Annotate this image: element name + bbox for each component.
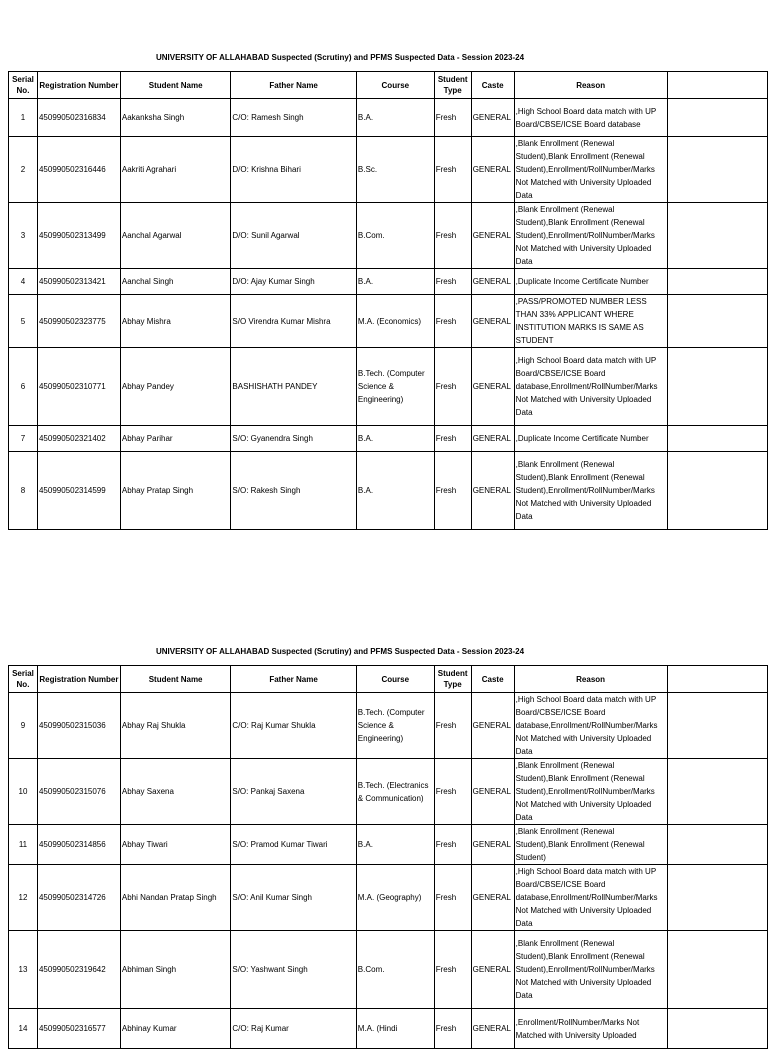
table-header-row bbox=[9, 666, 768, 693]
caste-cell: GENERAL bbox=[471, 99, 514, 137]
suspected-data-table bbox=[8, 71, 768, 530]
serial-cell: 13 bbox=[9, 931, 38, 1009]
blank-cell bbox=[667, 99, 767, 137]
blank-cell bbox=[667, 693, 767, 759]
course-cell: M.A. (Economics) bbox=[356, 295, 434, 348]
caste-cell: GENERAL bbox=[471, 348, 514, 426]
course-cell: M.A. (Geography) bbox=[356, 865, 434, 931]
blank-cell bbox=[667, 203, 767, 269]
registration-cell: 450990502314726 bbox=[37, 865, 120, 931]
serial-cell: 4 bbox=[9, 269, 38, 295]
reason-cell: ,Blank Enrollment (Renewal Student),Blank Enrollment (Renewal Student) bbox=[514, 825, 667, 865]
student-name-cell: Aakanksha Singh bbox=[120, 99, 231, 137]
reason-cell: ,Blank Enrollment (Renewal Student),Blank Enrollment (Renewal Student),Enrollment/RollNumber/Marks Not Matched with University Uploaded Data bbox=[514, 452, 667, 530]
serial-cell: 6 bbox=[9, 348, 38, 426]
registration-cell: 450990502316577 bbox=[37, 1009, 120, 1049]
registration-cell: 450990502319642 bbox=[37, 931, 120, 1009]
student-type-cell: Fresh bbox=[434, 759, 471, 825]
caste-cell: GENERAL bbox=[471, 269, 514, 295]
reason-cell: ,High School Board data match with UP Board/CBSE/ICSE Board database,Enrollment/RollNumber/Marks Not Matched with University Uploaded Data bbox=[514, 865, 667, 931]
serial-cell: 5 bbox=[9, 295, 38, 348]
blank-cell bbox=[667, 426, 767, 452]
student-name-cell: Aakriti Agrahari bbox=[120, 137, 231, 203]
table-row bbox=[9, 931, 768, 1009]
student-type-cell: Fresh bbox=[434, 137, 471, 203]
student-type-cell: Fresh bbox=[434, 269, 471, 295]
course-cell: B.Com. bbox=[356, 931, 434, 1009]
reason-cell: ,Duplicate Income Certificate Number bbox=[514, 269, 667, 295]
father-name-cell: C/O: Raj Kumar bbox=[231, 1009, 356, 1049]
table-row bbox=[9, 348, 768, 426]
reason-cell: ,Blank Enrollment (Renewal Student),Blank Enrollment (Renewal Student),Enrollment/RollNumber/Marks Not Matched with University Uploaded Data bbox=[514, 931, 667, 1009]
serial-cell: 14 bbox=[9, 1009, 38, 1049]
student-type-cell: Fresh bbox=[434, 203, 471, 269]
header-student-type: Student Type bbox=[434, 666, 471, 693]
student-name-cell: Abhi Nandan Pratap Singh bbox=[120, 865, 231, 931]
table-row bbox=[9, 295, 768, 348]
father-name-cell: S/O: Pramod Kumar Tiwari bbox=[231, 825, 356, 865]
caste-cell: GENERAL bbox=[471, 931, 514, 1009]
caste-cell: GENERAL bbox=[471, 137, 514, 203]
table-row bbox=[9, 1009, 768, 1049]
father-name-cell: S/O: Gyanendra Singh bbox=[231, 426, 357, 452]
serial-cell: 10 bbox=[9, 759, 38, 825]
table-row bbox=[9, 99, 768, 137]
reason-cell: ,Duplicate Income Certificate Number bbox=[514, 426, 667, 452]
course-cell: B.Tech. (Computer Science & Engineering) bbox=[356, 693, 434, 759]
blank-cell bbox=[667, 825, 767, 865]
reason-cell: ,Blank Enrollment (Renewal Student),Blank Enrollment (Renewal Student),Enrollment/RollNumber/Marks Not Matched with University Uploaded Data bbox=[514, 203, 667, 269]
registration-cell: 450990502316446 bbox=[37, 137, 120, 203]
father-name-cell: D/O: Krishna Bihari bbox=[231, 137, 357, 203]
student-name-cell: Abhay Pratap Singh bbox=[120, 452, 231, 530]
father-name-cell: S/O: Yashwant Singh bbox=[231, 931, 356, 1009]
table-row bbox=[9, 865, 768, 931]
blank-cell bbox=[667, 295, 767, 348]
serial-cell: 8 bbox=[9, 452, 38, 530]
caste-cell: GENERAL bbox=[471, 865, 514, 931]
course-cell: B.A. bbox=[356, 825, 434, 865]
registration-cell: 450990502315036 bbox=[37, 693, 120, 759]
course-cell: B.Tech. (Electranics & Communication) bbox=[356, 759, 434, 825]
father-name-cell: D/O: Ajay Kumar Singh bbox=[231, 269, 357, 295]
blank-cell bbox=[667, 931, 767, 1009]
table-row bbox=[9, 825, 768, 865]
table-header-row bbox=[9, 72, 768, 99]
father-name-cell: BASHISHATH PANDEY bbox=[231, 348, 357, 426]
table-row bbox=[9, 426, 768, 452]
student-type-cell: Fresh bbox=[434, 931, 471, 1009]
caste-cell: GENERAL bbox=[471, 295, 514, 348]
header-serial: Serial No. bbox=[9, 72, 38, 99]
caste-cell: GENERAL bbox=[471, 1009, 514, 1049]
father-name-cell: C/O: Raj Kumar Shukla bbox=[231, 693, 356, 759]
father-name-cell: C/O: Ramesh Singh bbox=[231, 99, 357, 137]
blank-cell bbox=[667, 269, 767, 295]
header-blank bbox=[667, 666, 767, 693]
serial-cell: 7 bbox=[9, 426, 38, 452]
student-type-cell: Fresh bbox=[434, 825, 471, 865]
course-cell: B.Tech. (Computer Science & Engineering) bbox=[356, 348, 434, 426]
header-course: Course bbox=[356, 72, 434, 99]
table-row bbox=[9, 759, 768, 825]
course-cell: B.A. bbox=[356, 452, 434, 530]
father-name-cell: S/O Virendra Kumar Mishra bbox=[231, 295, 357, 348]
father-name-cell: D/O: Sunil Agarwal bbox=[231, 203, 357, 269]
registration-cell: 450990502321402 bbox=[37, 426, 120, 452]
registration-cell: 450990502310771 bbox=[37, 348, 120, 426]
header-student-name: Student Name bbox=[120, 72, 231, 99]
table-row bbox=[9, 269, 768, 295]
student-type-cell: Fresh bbox=[434, 452, 471, 530]
document-title: UNIVERSITY OF ALLAHABAD Suspected (Scrutiny) and PFMS Suspected Data - Session 2023-24 bbox=[155, 53, 525, 62]
blank-cell bbox=[667, 452, 767, 530]
blank-cell bbox=[667, 759, 767, 825]
student-name-cell: Abhiman Singh bbox=[120, 931, 231, 1009]
serial-cell: 12 bbox=[9, 865, 38, 931]
registration-cell: 450990502316834 bbox=[37, 99, 120, 137]
student-name-cell: Aanchal Singh bbox=[120, 269, 231, 295]
header-registration: Registration Number bbox=[37, 72, 120, 99]
reason-cell: ,High School Board data match with UP Board/CBSE/ICSE Board database bbox=[514, 99, 667, 137]
caste-cell: GENERAL bbox=[471, 426, 514, 452]
header-student-name: Student Name bbox=[120, 666, 231, 693]
header-reason: Reason bbox=[514, 72, 667, 99]
student-name-cell: Abhay Saxena bbox=[120, 759, 231, 825]
student-name-cell: Abhay Parihar bbox=[120, 426, 231, 452]
header-serial: Serial No. bbox=[9, 666, 38, 693]
header-reason: Reason bbox=[514, 666, 667, 693]
reason-cell: ,High School Board data match with UP Board/CBSE/ICSE Board database,Enrollment/RollNumber/Marks Not Matched with University Uploaded Data bbox=[514, 693, 667, 759]
header-registration: Registration Number bbox=[37, 666, 120, 693]
course-cell: B.A. bbox=[356, 426, 434, 452]
blank-cell bbox=[667, 865, 767, 931]
serial-cell: 1 bbox=[9, 99, 38, 137]
student-name-cell: Abhay Tiwari bbox=[120, 825, 231, 865]
father-name-cell: S/O: Pankaj Saxena bbox=[231, 759, 356, 825]
blank-cell bbox=[667, 137, 767, 203]
caste-cell: GENERAL bbox=[471, 452, 514, 530]
blank-cell bbox=[667, 1009, 767, 1049]
table-row bbox=[9, 203, 768, 269]
student-type-cell: Fresh bbox=[434, 693, 471, 759]
document-title-page-2: UNIVERSITY OF ALLAHABAD Suspected (Scrutiny) and PFMS Suspected Data - Session 2023-24 bbox=[155, 647, 525, 656]
reason-cell: ,PASS/PROMOTED NUMBER LESS THAN 33% APPLICANT WHERE INSTITUTION MARKS IS SAME AS STUDENT bbox=[514, 295, 667, 348]
student-type-cell: Fresh bbox=[434, 1009, 471, 1049]
header-caste: Caste bbox=[471, 72, 514, 99]
caste-cell: GENERAL bbox=[471, 203, 514, 269]
caste-cell: GENERAL bbox=[471, 825, 514, 865]
header-student-type: Student Type bbox=[434, 72, 471, 99]
student-type-cell: Fresh bbox=[434, 348, 471, 426]
registration-cell: 450990502315076 bbox=[37, 759, 120, 825]
caste-cell: GENERAL bbox=[471, 693, 514, 759]
header-blank bbox=[667, 72, 767, 99]
serial-cell: 11 bbox=[9, 825, 38, 865]
registration-cell: 450990502314599 bbox=[37, 452, 120, 530]
reason-cell: ,Enrollment/RollNumber/Marks Not Matched with University Uploaded bbox=[514, 1009, 667, 1049]
header-father-name: Father Name bbox=[231, 666, 356, 693]
header-caste: Caste bbox=[471, 666, 514, 693]
student-name-cell: Abhay Raj Shukla bbox=[120, 693, 231, 759]
course-cell: M.A. (Hindi bbox=[356, 1009, 434, 1049]
serial-cell: 9 bbox=[9, 693, 38, 759]
header-father-name: Father Name bbox=[231, 72, 357, 99]
student-name-cell: Aanchal Agarwal bbox=[120, 203, 231, 269]
student-name-cell: Abhay Pandey bbox=[120, 348, 231, 426]
course-cell: B.Sc. bbox=[356, 137, 434, 203]
student-type-cell: Fresh bbox=[434, 99, 471, 137]
course-cell: B.A. bbox=[356, 269, 434, 295]
student-type-cell: Fresh bbox=[434, 865, 471, 931]
course-cell: B.Com. bbox=[356, 203, 434, 269]
student-name-cell: Abhay Mishra bbox=[120, 295, 231, 348]
registration-cell: 450990502313499 bbox=[37, 203, 120, 269]
registration-cell: 450990502323775 bbox=[37, 295, 120, 348]
registration-cell: 450990502313421 bbox=[37, 269, 120, 295]
serial-cell: 3 bbox=[9, 203, 38, 269]
course-cell: B.A. bbox=[356, 99, 434, 137]
father-name-cell: S/O: Rakesh Singh bbox=[231, 452, 357, 530]
table-row bbox=[9, 693, 768, 759]
caste-cell: GENERAL bbox=[471, 759, 514, 825]
table-row bbox=[9, 452, 768, 530]
father-name-cell: S/O: Anil Kumar Singh bbox=[231, 865, 356, 931]
reason-cell: ,Blank Enrollment (Renewal Student),Blank Enrollment (Renewal Student),Enrollment/RollNumber/Marks Not Matched with University Uploaded Data bbox=[514, 137, 667, 203]
header-course: Course bbox=[356, 666, 434, 693]
student-type-cell: Fresh bbox=[434, 295, 471, 348]
reason-cell: ,High School Board data match with UP Board/CBSE/ICSE Board database,Enrollment/RollNumber/Marks Not Matched with University Uploaded Data bbox=[514, 348, 667, 426]
blank-cell bbox=[667, 348, 767, 426]
student-name-cell: Abhinay Kumar bbox=[120, 1009, 231, 1049]
serial-cell: 2 bbox=[9, 137, 38, 203]
reason-cell: ,Blank Enrollment (Renewal Student),Blank Enrollment (Renewal Student),Enrollment/RollNumber/Marks Not Matched with University Uploaded Data bbox=[514, 759, 667, 825]
table-row bbox=[9, 137, 768, 203]
student-type-cell: Fresh bbox=[434, 426, 471, 452]
registration-cell: 450990502314856 bbox=[37, 825, 120, 865]
suspected-data-table-page-2 bbox=[8, 665, 768, 1049]
